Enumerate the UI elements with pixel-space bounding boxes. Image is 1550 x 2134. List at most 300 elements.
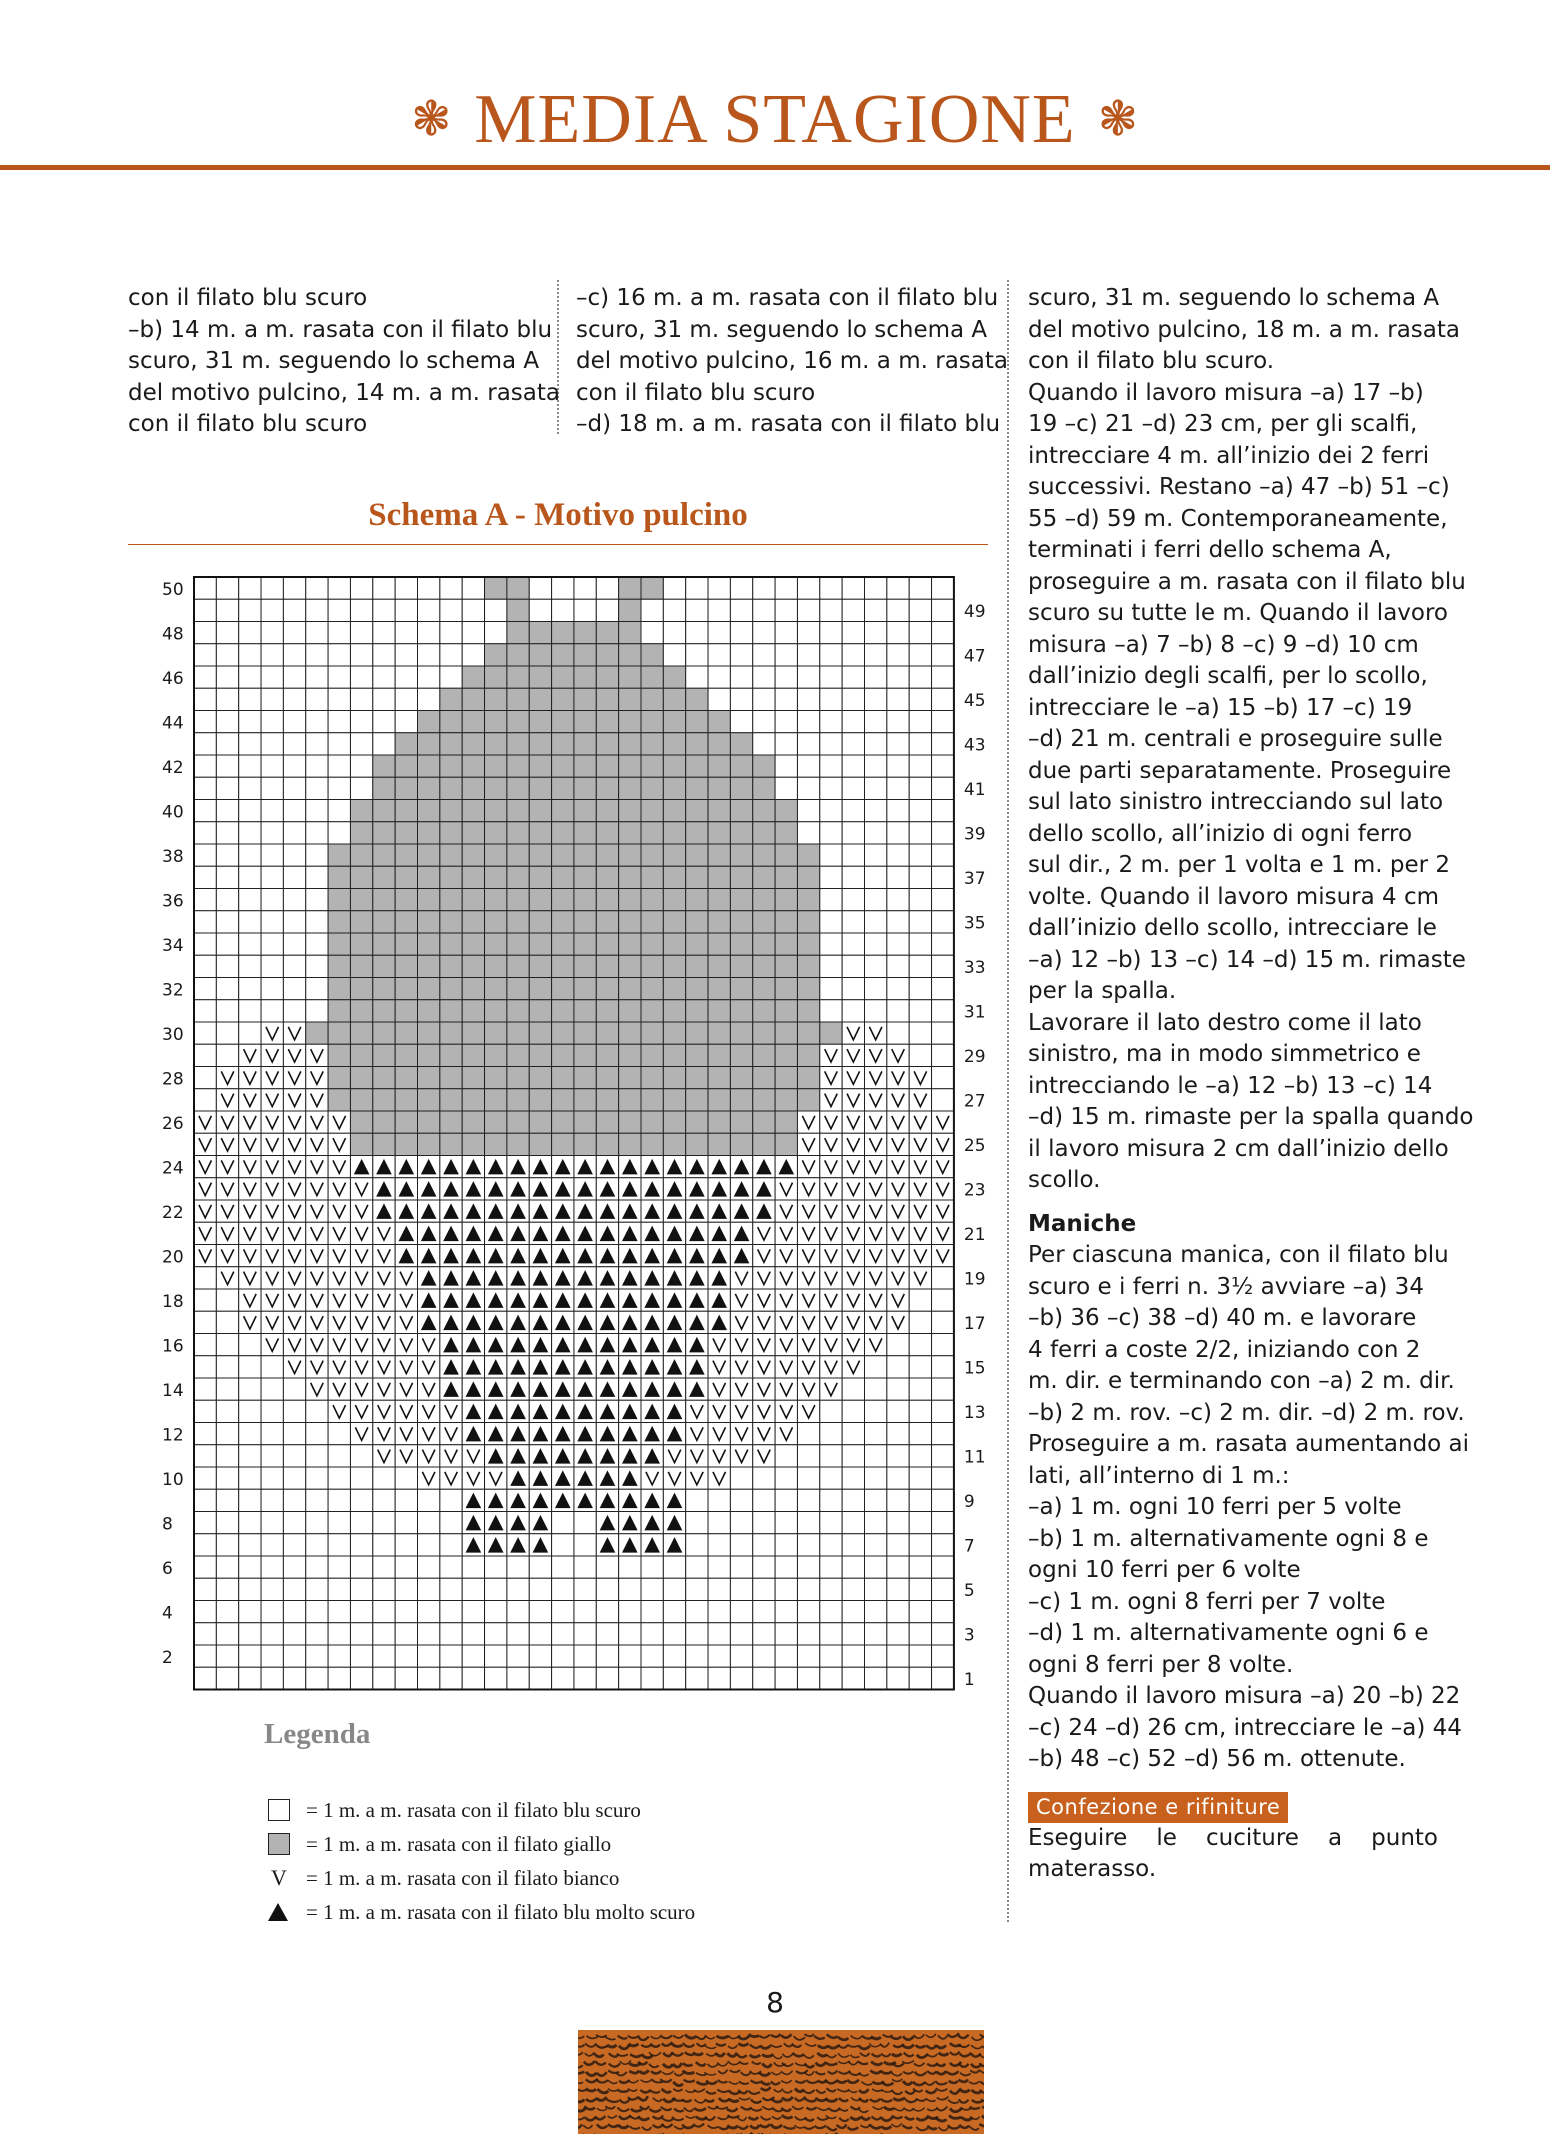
chart-cell	[842, 1111, 864, 1133]
chart-triangle-mark	[510, 1470, 526, 1486]
chart-cell	[216, 1623, 238, 1645]
chart-cell	[485, 889, 507, 911]
chart-cell	[485, 1111, 507, 1133]
row-number-right: 17	[963, 1314, 986, 1335]
chart-cell	[395, 1645, 417, 1667]
text-line: –a) 12 –b) 13 –c) 14 –d) 15 m. rimaste	[1028, 946, 1466, 973]
chart-cell	[529, 1667, 551, 1689]
chart-cell	[865, 1445, 887, 1467]
chart-cell	[216, 1578, 238, 1600]
chart-cell	[373, 1601, 395, 1623]
chart-cell	[753, 1601, 775, 1623]
chart-v-mark	[869, 1027, 882, 1040]
chart-triangle-mark	[555, 1315, 571, 1331]
chart-cell	[775, 1378, 797, 1400]
chart-cell	[350, 1400, 372, 1422]
chart-cell	[328, 577, 350, 599]
chart-cell	[373, 866, 395, 888]
chart-cell	[619, 777, 641, 799]
chart-cell	[730, 1467, 752, 1489]
chart-cell	[283, 1178, 305, 1200]
chart-cell	[418, 800, 440, 822]
chart-cell	[306, 978, 328, 1000]
chart-cell	[775, 711, 797, 733]
chart-v-mark	[333, 1361, 346, 1374]
chart-cell	[775, 1200, 797, 1222]
chart-cell	[708, 644, 730, 666]
chart-v-mark	[199, 1183, 212, 1196]
chart-cell	[462, 955, 484, 977]
chart-cell	[753, 1200, 775, 1222]
chart-cell	[775, 1089, 797, 1111]
chart-v-mark	[467, 1450, 480, 1463]
chart-cell	[350, 1534, 372, 1556]
chart-cell	[283, 1423, 305, 1445]
chart-cell	[887, 844, 909, 866]
chart-cell	[820, 733, 842, 755]
chart-cell	[507, 1178, 529, 1200]
chart-cell	[552, 1311, 574, 1333]
text-line: scuro, 31 m. seguendo lo schema A	[1028, 285, 1440, 311]
chart-cell	[395, 1200, 417, 1222]
chart-cell	[887, 1578, 909, 1600]
row-number-right: 25	[963, 1136, 986, 1157]
chart-cell	[596, 644, 618, 666]
chart-triangle-mark	[622, 1381, 638, 1397]
chart-cell	[440, 1512, 462, 1534]
chart-triangle-mark	[734, 1226, 750, 1242]
chart-cell	[708, 1378, 730, 1400]
chart-cell	[887, 1601, 909, 1623]
chart-cell	[395, 1289, 417, 1311]
chart-v-mark	[892, 1205, 905, 1218]
chart-cell	[216, 978, 238, 1000]
chart-triangle-mark	[399, 1226, 415, 1242]
chart-v-mark	[802, 1361, 815, 1374]
chart-cell	[529, 1556, 551, 1578]
chart-cell	[730, 1111, 752, 1133]
chart-triangle-mark	[488, 1448, 504, 1464]
chart-cell	[552, 933, 574, 955]
chart-cell	[395, 1156, 417, 1178]
chart-triangle-mark	[510, 1270, 526, 1286]
chart-cell	[708, 1623, 730, 1645]
chart-cell	[641, 1334, 663, 1356]
chart-triangle-mark	[711, 1315, 727, 1331]
chart-triangle-mark	[510, 1248, 526, 1264]
chart-cell	[507, 955, 529, 977]
chart-cell	[686, 822, 708, 844]
chart-cell	[797, 1645, 819, 1667]
chart-cell	[574, 1022, 596, 1044]
chart-cell	[350, 622, 372, 644]
chart-v-mark	[378, 1294, 391, 1307]
chart-cell	[216, 911, 238, 933]
chart-cell	[596, 1334, 618, 1356]
chart-cell	[596, 1067, 618, 1089]
chart-cell	[887, 644, 909, 666]
chart-cell	[529, 1022, 551, 1044]
chart-cell	[485, 1512, 507, 1534]
chart-cell	[395, 1667, 417, 1689]
row-number-left: 8	[162, 1514, 173, 1535]
chart-cell	[440, 1556, 462, 1578]
chart-cell	[619, 800, 641, 822]
chart-cell	[775, 866, 797, 888]
chart-cell	[775, 1467, 797, 1489]
chart-cell	[909, 1156, 931, 1178]
chart-cell	[909, 889, 931, 911]
chart-cell	[328, 1601, 350, 1623]
chart-cell	[306, 1289, 328, 1311]
chart-cell	[775, 1178, 797, 1200]
chart-cell	[797, 1512, 819, 1534]
chart-v-mark	[914, 1071, 927, 1084]
chart-cell	[529, 1222, 551, 1244]
chart-cell	[283, 1400, 305, 1422]
chart-v-mark	[825, 1361, 838, 1374]
chart-v-mark	[735, 1272, 748, 1285]
chart-cell	[485, 733, 507, 755]
chart-cell	[261, 1645, 283, 1667]
chart-v-mark	[199, 1227, 212, 1240]
chart-cell	[283, 622, 305, 644]
chart-cell	[507, 844, 529, 866]
chart-triangle-mark	[533, 1337, 549, 1353]
chart-cell	[328, 1267, 350, 1289]
chart-cell	[507, 1489, 529, 1511]
chart-cell	[865, 911, 887, 933]
chart-cell	[887, 1356, 909, 1378]
chart-cell	[283, 844, 305, 866]
legend-item-label: = 1 m. a m. rasata con il filato blu scuro	[306, 1798, 641, 1822]
chart-cell	[574, 644, 596, 666]
chart-cell	[418, 911, 440, 933]
chart-triangle-mark	[533, 1315, 549, 1331]
chart-cell	[708, 777, 730, 799]
chart-cell	[261, 733, 283, 755]
chart-cell	[529, 1267, 551, 1289]
chart-triangle-mark	[466, 1359, 482, 1375]
chart-cell	[328, 978, 350, 1000]
chart-cell	[708, 978, 730, 1000]
chart-cell	[283, 1445, 305, 1467]
chart-v-mark	[668, 1450, 681, 1463]
chart-triangle-mark	[443, 1203, 459, 1219]
text-line: scuro, 31 m. seguendo lo schema A	[576, 316, 988, 343]
chart-cell	[239, 644, 261, 666]
chart-cell	[418, 1623, 440, 1645]
chart-cell	[306, 1667, 328, 1689]
chart-v-mark	[892, 1316, 905, 1329]
chart-v-mark	[780, 1183, 793, 1196]
chart-v-mark	[780, 1405, 793, 1418]
chart-triangle-mark	[466, 1537, 482, 1553]
column-divider	[1007, 280, 1009, 1922]
chart-cell	[462, 1044, 484, 1066]
chart-v-mark	[221, 1205, 234, 1218]
chart-cell	[283, 1334, 305, 1356]
chart-cell	[350, 1111, 372, 1133]
row-number-right: 47	[963, 646, 986, 667]
chart-cell	[797, 711, 819, 733]
chart-cell	[686, 933, 708, 955]
chart-cell	[418, 866, 440, 888]
chart-cell	[820, 1334, 842, 1356]
chart-cell	[619, 1423, 641, 1445]
chart-triangle-mark	[577, 1181, 593, 1197]
chart-cell	[686, 1089, 708, 1111]
chart-cell	[507, 1222, 529, 1244]
chart-cell	[395, 1267, 417, 1289]
chart-v-mark	[378, 1405, 391, 1418]
chart-cell	[753, 1467, 775, 1489]
chart-cell	[216, 1667, 238, 1689]
chart-triangle-mark	[555, 1226, 571, 1242]
chart-cell	[797, 889, 819, 911]
chart-v-mark	[914, 1227, 927, 1240]
chart-v-mark	[400, 1316, 413, 1329]
chart-cell	[239, 1044, 261, 1066]
chart-cell	[283, 1089, 305, 1111]
chart-cell	[842, 1489, 864, 1511]
chart-cell	[909, 1556, 931, 1578]
text-line: –a) 1 m. ogni 10 ferri per 5 volte	[1028, 1494, 1402, 1520]
chart-cell	[641, 889, 663, 911]
chart-triangle-mark	[667, 1515, 683, 1531]
header-title-text: MEDIA STAGIONE	[474, 81, 1076, 158]
chart-v-mark	[400, 1427, 413, 1440]
chart-triangle-mark	[689, 1315, 705, 1331]
chart-cell	[216, 1334, 238, 1356]
chart-cell	[507, 889, 529, 911]
chart-cell	[574, 1534, 596, 1556]
chart-cell	[596, 666, 618, 688]
chart-cell	[932, 1111, 954, 1133]
chart-cell	[194, 1378, 216, 1400]
chart-cell	[686, 800, 708, 822]
chart-cell	[373, 666, 395, 688]
chart-cell	[775, 1067, 797, 1089]
chart-v-mark	[668, 1472, 681, 1485]
chart-cell	[865, 1178, 887, 1200]
chart-cell	[641, 755, 663, 777]
chart-cell	[283, 1267, 305, 1289]
chart-cell	[753, 911, 775, 933]
chart-cell	[395, 755, 417, 777]
chart-cell	[641, 800, 663, 822]
chart-triangle-mark	[533, 1493, 549, 1509]
chart-cell	[686, 1222, 708, 1244]
chart-cell	[216, 866, 238, 888]
chart-cell	[820, 1467, 842, 1489]
chart-cell	[574, 622, 596, 644]
chart-cell	[418, 622, 440, 644]
chart-cell	[641, 844, 663, 866]
chart-cell	[887, 1445, 909, 1467]
chart-v-mark	[758, 1294, 771, 1307]
chart-cell	[641, 1645, 663, 1667]
chart-cell	[418, 1467, 440, 1489]
chart-cell	[730, 1245, 752, 1267]
chart-cell	[730, 978, 752, 1000]
chart-cell	[865, 1267, 887, 1289]
chart-cell	[216, 1289, 238, 1311]
chart-cell	[730, 1512, 752, 1534]
chart-cell	[663, 644, 685, 666]
chart-cell	[395, 666, 417, 688]
chart-v-mark	[735, 1383, 748, 1396]
chart-cell	[909, 1623, 931, 1645]
chart-cell	[485, 1178, 507, 1200]
chart-v-mark	[355, 1205, 368, 1218]
chart-v-mark	[869, 1094, 882, 1107]
chart-cell	[686, 1111, 708, 1133]
chart-cell	[395, 1467, 417, 1489]
chart-cell	[842, 733, 864, 755]
chart-triangle-mark	[443, 1248, 459, 1264]
chart-cell	[239, 733, 261, 755]
chart-cell	[775, 1156, 797, 1178]
chart-cell	[887, 1156, 909, 1178]
chart-cell	[216, 1044, 238, 1066]
chart-cell	[753, 644, 775, 666]
chart-cell	[350, 1578, 372, 1600]
chart-cell	[932, 1578, 954, 1600]
chart-cell	[753, 622, 775, 644]
chart-cell	[596, 1222, 618, 1244]
chart-v-mark	[847, 1160, 860, 1173]
chart-v-mark	[758, 1249, 771, 1262]
chart-cell	[350, 1044, 372, 1066]
chart-cell	[797, 1467, 819, 1489]
chart-cell	[641, 1200, 663, 1222]
row-number-left: 10	[162, 1469, 184, 1490]
chart-cell	[306, 1067, 328, 1089]
chart-cell	[552, 1534, 574, 1556]
chart-cell	[641, 1512, 663, 1534]
chart-v-mark	[266, 1294, 279, 1307]
chart-cell	[887, 1044, 909, 1066]
chart-triangle-mark	[577, 1159, 593, 1175]
chart-cell	[328, 800, 350, 822]
chart-cell	[887, 1178, 909, 1200]
chart-cell	[216, 1089, 238, 1111]
chart-cell	[529, 1512, 551, 1534]
chart-cell	[350, 1645, 372, 1667]
chart-cell	[730, 1534, 752, 1556]
chart-cell	[686, 1289, 708, 1311]
chart-cell	[887, 866, 909, 888]
chart-cell	[663, 822, 685, 844]
chart-cell	[552, 688, 574, 710]
chart-v-mark	[802, 1160, 815, 1173]
chart-triangle-mark	[555, 1181, 571, 1197]
chart-cell	[507, 1289, 529, 1311]
chart-cell	[730, 1356, 752, 1378]
chart-triangle-mark	[622, 1404, 638, 1420]
chart-cell	[596, 1467, 618, 1489]
chart-v-mark	[288, 1316, 301, 1329]
chart-cell	[239, 577, 261, 599]
text-line: con il filato blu scuro	[128, 411, 368, 437]
chart-cell	[261, 1556, 283, 1578]
chart-cell	[529, 1623, 551, 1645]
chart-cell	[529, 955, 551, 977]
text-line: Lavorare il lato destro come il lato	[1028, 1009, 1422, 1036]
chart-cell	[775, 1044, 797, 1066]
chart-cell	[686, 844, 708, 866]
chart-cell	[462, 755, 484, 777]
chart-v-mark	[288, 1183, 301, 1196]
chart-cell	[887, 1245, 909, 1267]
legend-item-label: = 1 m. a m. rasata con il filato giallo	[306, 1832, 612, 1856]
chart-cell	[596, 577, 618, 599]
chart-cell	[328, 955, 350, 977]
chart-cell	[350, 1067, 372, 1089]
chart-v-mark	[355, 1249, 368, 1262]
row-number-left: 24	[162, 1158, 184, 1179]
chart-triangle-mark	[555, 1493, 571, 1509]
chart-cell	[306, 911, 328, 933]
chart-cell	[730, 577, 752, 599]
chart-cell	[775, 800, 797, 822]
chart-cell	[619, 1089, 641, 1111]
chart-cell	[418, 711, 440, 733]
chart-v-mark	[244, 1183, 257, 1196]
chart-cell	[306, 733, 328, 755]
chart-cell	[686, 1489, 708, 1511]
chart-cell	[596, 1534, 618, 1556]
chart-cell	[686, 978, 708, 1000]
chart-cell	[440, 822, 462, 844]
chart-cell	[663, 622, 685, 644]
chart-cell	[775, 1111, 797, 1133]
chart-cell	[194, 1534, 216, 1556]
chart-cell	[395, 1356, 417, 1378]
chart-cell	[440, 666, 462, 688]
chart-triangle-mark	[667, 1203, 683, 1219]
chart-triangle-mark	[443, 1381, 459, 1397]
chart-cell	[395, 1311, 417, 1333]
chart-cell	[418, 1356, 440, 1378]
chart-cell	[552, 1445, 574, 1467]
chart-v-mark	[735, 1361, 748, 1374]
chart-v-mark	[869, 1138, 882, 1151]
chart-cell	[194, 577, 216, 599]
chart-v-mark	[311, 1205, 324, 1218]
chart-cell	[373, 1000, 395, 1022]
v-mark-icon: V	[271, 1865, 287, 1890]
chart-cell	[552, 1089, 574, 1111]
chart-cell	[440, 1267, 462, 1289]
chart-triangle-mark	[667, 1248, 683, 1264]
chart-cell	[485, 1311, 507, 1333]
chart-triangle-mark	[622, 1270, 638, 1286]
chart-cell	[775, 1311, 797, 1333]
chart-cell	[328, 889, 350, 911]
chart-cell	[552, 1467, 574, 1489]
chart-cell	[663, 1623, 685, 1645]
text-line: m. dir. e terminando con –a) 2 m. dir.	[1028, 1368, 1455, 1394]
chart-v-mark	[713, 1383, 726, 1396]
chart-cell	[574, 955, 596, 977]
chart-cell	[865, 1200, 887, 1222]
chart-v-mark	[445, 1450, 458, 1463]
chart-triangle-mark	[443, 1159, 459, 1175]
chart-cell	[306, 1623, 328, 1645]
chart-v-mark	[378, 1427, 391, 1440]
